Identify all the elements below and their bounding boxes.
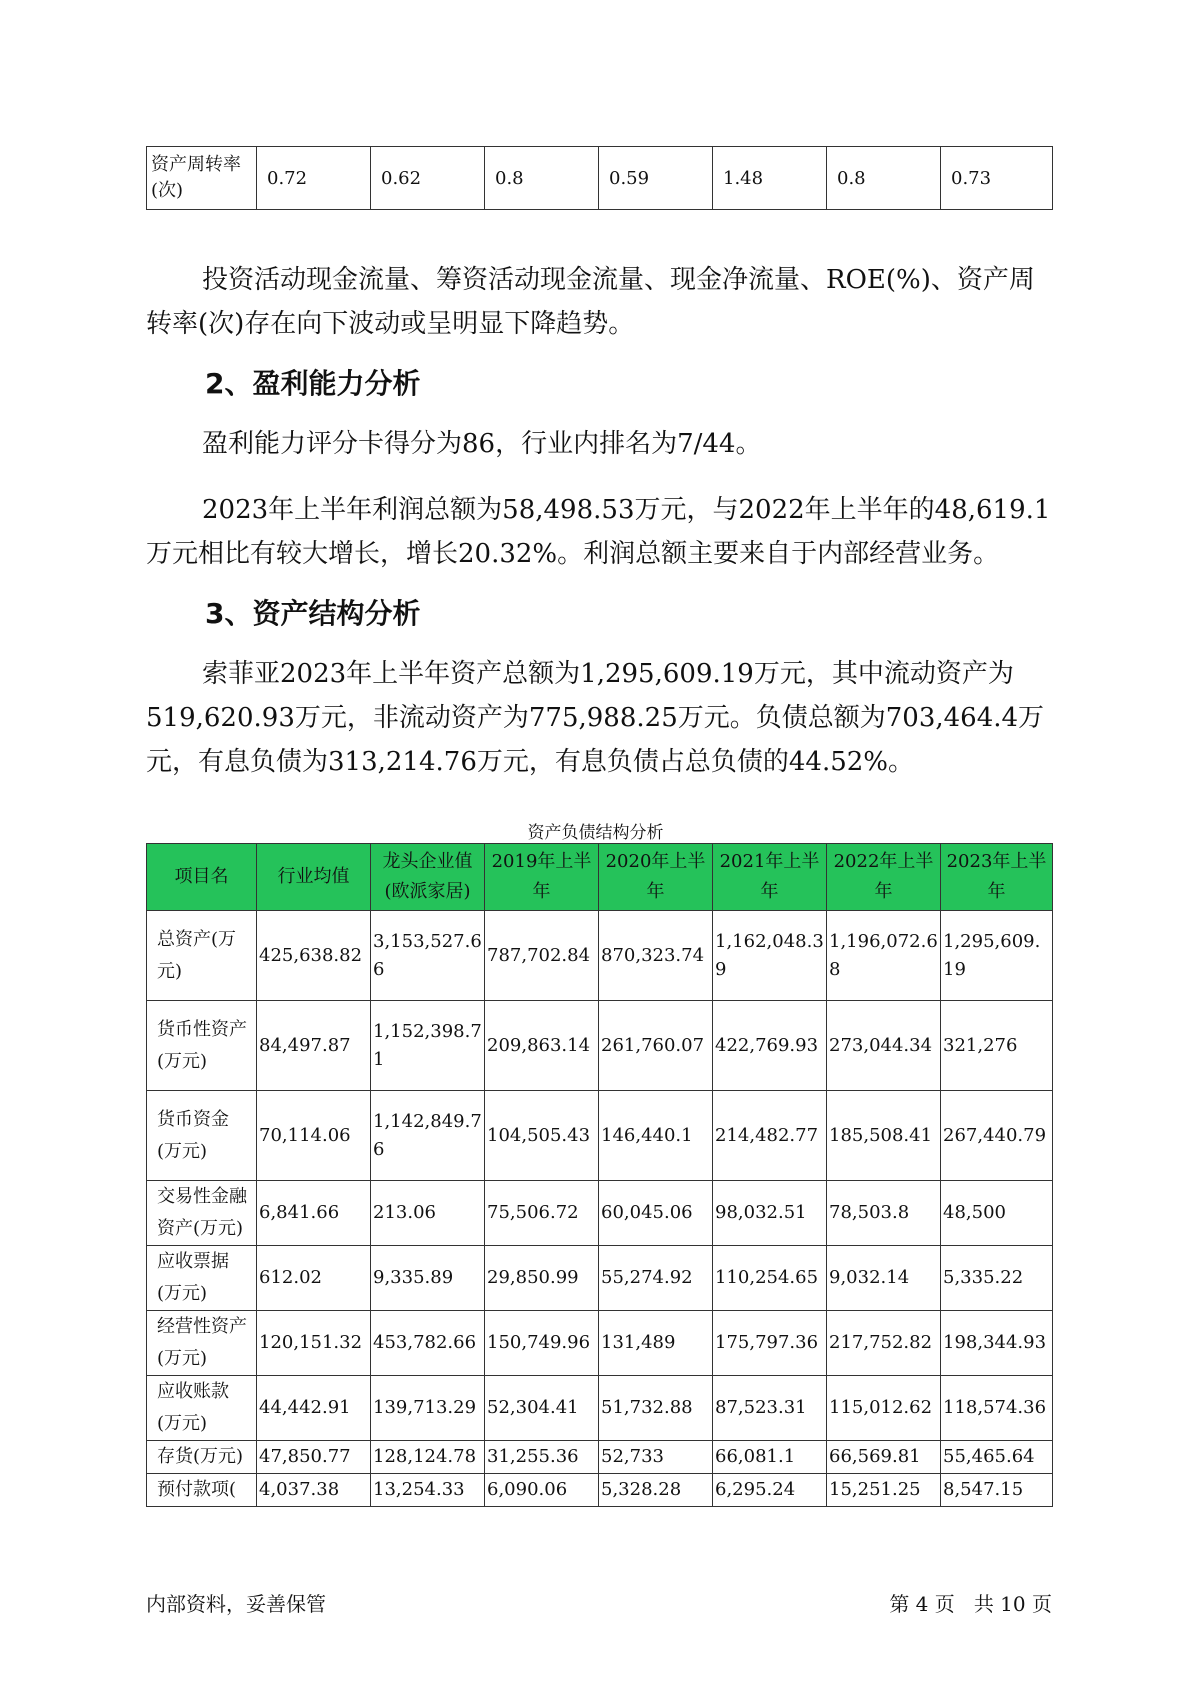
row-label: 应收账款(万元): [147, 1376, 257, 1441]
table-row: [147, 1001, 1053, 1091]
table-cell: 1,196,072.68: [827, 911, 941, 1001]
table-cell: 115,012.62: [827, 1376, 941, 1441]
footer-confidential-note: 内部资料，妥善保管: [146, 1592, 326, 1616]
table-cell: 213.06: [371, 1181, 485, 1246]
table-header-row: [147, 844, 1053, 911]
table-row: [147, 1376, 1053, 1441]
table-cell: 55,274.92: [599, 1246, 713, 1311]
row-label: 经营性资产(万元): [147, 1311, 257, 1376]
table-cell: 1,142,849.76: [371, 1091, 485, 1181]
table-cell: 214,482.77: [713, 1091, 827, 1181]
table-row: [147, 147, 1053, 210]
table-cell: 1,162,048.39: [713, 911, 827, 1001]
table-cell: 0.8: [827, 147, 941, 210]
table-cell: 98,032.51: [713, 1181, 827, 1246]
table-cell: 52,733: [599, 1441, 713, 1474]
table-cell: 118,574.36: [941, 1376, 1053, 1441]
table-cell: 1.48: [713, 147, 827, 210]
table-cell: 9,335.89: [371, 1246, 485, 1311]
table-cell: 175,797.36: [713, 1311, 827, 1376]
column-header: 2020年上半年: [599, 844, 713, 911]
table-cell: 6,295.24: [713, 1474, 827, 1507]
table-row: [147, 1181, 1053, 1246]
table-cell: 209,863.14: [485, 1001, 599, 1091]
table-cell: 104,505.43: [485, 1091, 599, 1181]
table-cell: 0.73: [941, 147, 1053, 210]
table-cell: 0.62: [371, 147, 485, 210]
profitability-score-paragraph: 盈利能力评分卡得分为86，行业内排名为7/44。: [202, 429, 762, 459]
column-header: 2023年上半年: [941, 844, 1053, 911]
table-row: [147, 1091, 1053, 1181]
row-label: 货币资金(万元): [147, 1091, 257, 1181]
section-heading-asset-structure: 3、资产结构分析: [205, 597, 421, 630]
profit-paragraph: 2023年上半年利润总额为58,498.53万元，与2022年上半年的48,619.1万元相比有较大增长，增长20.32%。利润总额主要来自于内部经营业务。: [146, 495, 1051, 569]
table-cell: 52,304.41: [485, 1376, 599, 1441]
table-cell: 0.72: [257, 147, 371, 210]
table-cell: 120,151.32: [257, 1311, 371, 1376]
table-cell: 31,255.36: [485, 1441, 599, 1474]
table-cell: 0.59: [599, 147, 713, 210]
table-cell: 453,782.66: [371, 1311, 485, 1376]
table-row: [147, 1474, 1053, 1507]
table-cell: 48,500: [941, 1181, 1053, 1246]
table-row: [147, 1441, 1053, 1474]
table-cell: 139,713.29: [371, 1376, 485, 1441]
table-cell: 150,749.96: [485, 1311, 599, 1376]
table-cell: 422,769.93: [713, 1001, 827, 1091]
column-header: 龙头企业值(欧派家居): [371, 844, 485, 911]
column-header: 2021年上半年: [713, 844, 827, 911]
footer-page-number: 第 4 页 共 10 页: [889, 1592, 1052, 1616]
table-cell: 273,044.34: [827, 1001, 941, 1091]
table-cell: 870,323.74: [599, 911, 713, 1001]
table-cell: 87,523.31: [713, 1376, 827, 1441]
table-cell: 78,503.8: [827, 1181, 941, 1246]
table-cell: 13,254.33: [371, 1474, 485, 1507]
table-cell: 131,489: [599, 1311, 713, 1376]
table-cell: 185,508.41: [827, 1091, 941, 1181]
balance-structure-table: [146, 843, 1053, 1507]
table-cell: 29,850.99: [485, 1246, 599, 1311]
table-cell: 5,335.22: [941, 1246, 1053, 1311]
table-cell: 267,440.79: [941, 1091, 1053, 1181]
table-caption: 资产负债结构分析: [527, 823, 664, 843]
row-label: 存货(万元): [147, 1441, 257, 1474]
column-header: 2022年上半年: [827, 844, 941, 911]
table-cell: 612.02: [257, 1246, 371, 1311]
table-cell: 425,638.82: [257, 911, 371, 1001]
table-cell: 66,081.1: [713, 1441, 827, 1474]
table-cell: 146,440.1: [599, 1091, 713, 1181]
table-cell: 44,442.91: [257, 1376, 371, 1441]
table-cell: 51,732.88: [599, 1376, 713, 1441]
table-cell: 217,752.82: [827, 1311, 941, 1376]
table-cell: 4,037.38: [257, 1474, 371, 1507]
table-cell: 321,276: [941, 1001, 1053, 1091]
row-label: 总资产(万元): [147, 911, 257, 1001]
table-cell: 6,841.66: [257, 1181, 371, 1246]
row-label: 交易性金融资产(万元): [147, 1181, 257, 1246]
table-cell: 55,465.64: [941, 1441, 1053, 1474]
asset-structure-paragraph: 索菲亚2023年上半年资产总额为1,295,609.19万元，其中流动资产为519,620.93万元，非流动资产为775,988.25万元。负债总额为703,464.4万元，有息负债为313,214.76万元，有息负债占总负债的44.52%。: [146, 659, 1045, 777]
table-cell: 5,328.28: [599, 1474, 713, 1507]
table-row: [147, 1311, 1053, 1376]
table-cell: 15,251.25: [827, 1474, 941, 1507]
column-header: 行业均值: [257, 844, 371, 911]
table-cell: 66,569.81: [827, 1441, 941, 1474]
table-cell: 60,045.06: [599, 1181, 713, 1246]
table-cell: 8,547.15: [941, 1474, 1053, 1507]
turnover-table-fragment: [146, 146, 1053, 210]
section-heading-profitability: 2、盈利能力分析: [205, 367, 421, 400]
table-row: [147, 1246, 1053, 1311]
table-cell: 70,114.06: [257, 1091, 371, 1181]
row-label: 货币性资产(万元): [147, 1001, 257, 1091]
table-cell: 1,295,609.19: [941, 911, 1053, 1001]
table-cell: 128,124.78: [371, 1441, 485, 1474]
table-cell: 47,850.77: [257, 1441, 371, 1474]
table-row: [147, 911, 1053, 1001]
column-header: 2019年上半年: [485, 844, 599, 911]
table-cell: 198,344.93: [941, 1311, 1053, 1376]
row-label: 资产周转率(次): [147, 147, 257, 210]
table-cell: 1,152,398.71: [371, 1001, 485, 1091]
table-cell: 787,702.84: [485, 911, 599, 1001]
table-cell: 3,153,527.66: [371, 911, 485, 1001]
trend-paragraph: 投资活动现金流量、筹资活动现金流量、现金净流量、ROE(%)、资产周转率(次)存在向下波动或呈明显下降趋势。: [146, 265, 1035, 339]
table-cell: 84,497.87: [257, 1001, 371, 1091]
table-cell: 0.8: [485, 147, 599, 210]
column-header: 项目名: [147, 844, 257, 911]
table-cell: 6,090.06: [485, 1474, 599, 1507]
table-cell: 110,254.65: [713, 1246, 827, 1311]
table-cell: 261,760.07: [599, 1001, 713, 1091]
table-cell: 75,506.72: [485, 1181, 599, 1246]
row-label: 应收票据(万元): [147, 1246, 257, 1311]
table-cell: 9,032.14: [827, 1246, 941, 1311]
row-label: 预付款项(: [147, 1474, 257, 1507]
